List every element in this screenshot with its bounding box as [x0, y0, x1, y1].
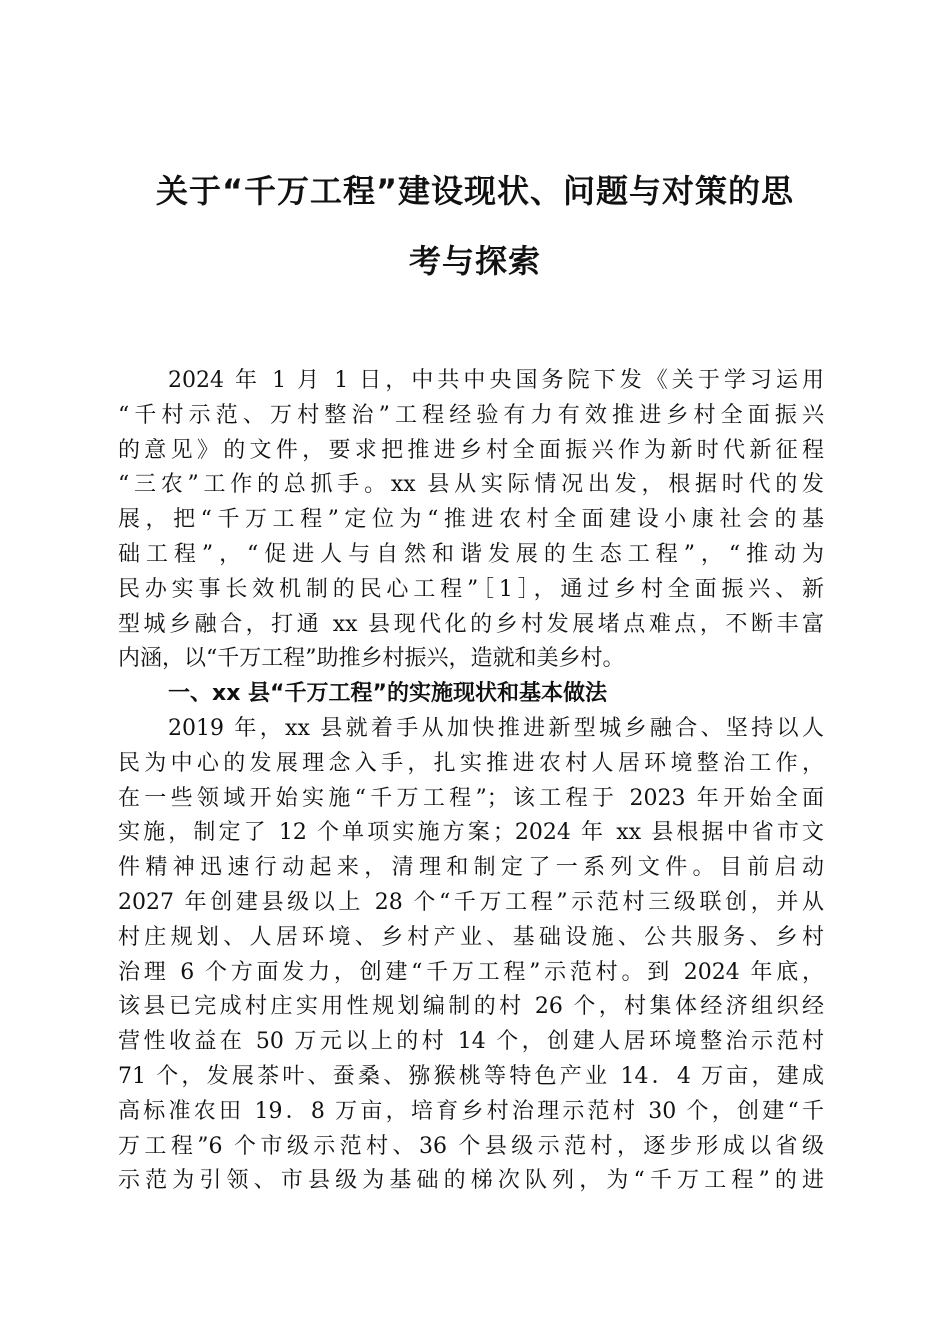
text-line: 实施，制定了 12 个单项实施方案；2024 年 xx 县根据中省市文 [118, 820, 824, 846]
text-line: 民办实事长效机制的民心工程”［1］，通过乡村全面振兴、新 [118, 576, 824, 602]
paragraph-intro [118, 364, 824, 677]
text-line: 2024 年 1 月 1 日，中共中央国务院下发《关于学习运用 [168, 368, 824, 393]
document-body [118, 364, 824, 1199]
text-line: “三农”工作的总抓手。xx 县从实际情况出发，根据时代的发 [118, 472, 824, 498]
text-line: 示范为引领、市县级为基础的梯次队列，为“千万工程”的进 [118, 1168, 824, 1194]
text-line: 2019 年，xx 县就着手从加快推进新型城乡融合、坚持以人 [168, 715, 824, 741]
text-line: 础工程”，“促进人与自然和谐发展的生态工程”，“推动为 [118, 541, 824, 567]
text-line: “千村示范、万村整治”工程经验有力有效推进乡村全面振兴 [118, 402, 824, 428]
text-line: 71 个，发展茶叶、蚕桑、猕猴桃等特色产业 14．4 万亩，建成 [118, 1063, 824, 1089]
text-line: 村庄规划、人居环境、乡村产业、基础设施、公共服务、乡村 [118, 924, 824, 950]
section-heading: 一、xx 县“千万工程”的实施现状和基本做法 [168, 681, 607, 707]
text-line: 内涵，以“千万工程”助推乡村振兴，造就和美乡村。 [118, 646, 625, 672]
document-title-line-1: 关于“千万工程”建设现状、问题与对策的思 [155, 172, 795, 210]
text-line: 该县已完成村庄实用性规划编制的村 26 个，村集体经济组织经 [118, 994, 824, 1020]
text-line: 民为中心的发展理念入手，扎实推进农村人居环境整治工作， [118, 750, 824, 776]
text-line: 万工程”6 个市级示范村、36 个县级示范村，逐步形成以省级 [118, 1133, 824, 1159]
text-line: 在一些领域开始实施“千万工程”；该工程于 2023 年开始全面 [118, 785, 824, 811]
text-line: 件精神迅速行动起来，清理和制定了一系列文件。目前启动 [118, 855, 824, 881]
paragraph-status [118, 712, 824, 1199]
text-line: 型城乡融合，打通 xx 县现代化的乡村发展堵点难点，不断丰富 [118, 611, 824, 637]
text-line: 2027 年创建县级以上 28 个“千万工程”示范村三级联创，并从 [118, 889, 824, 915]
text-line: 治理 6 个方面发力，创建“千万工程”示范村。到 2024 年底， [118, 959, 824, 985]
text-line: 的意见》的文件，要求把推进乡村全面振兴作为新时代新征程 [118, 437, 824, 463]
document-title-line-2: 考与探索 [408, 242, 541, 280]
text-line: 营性收益在 50 万元以上的村 14 个，创建人居环境整治示范村 [118, 1029, 824, 1055]
text-line: 高标准农田 19．8 万亩，培育乡村治理示范村 30 个，创建“千 [118, 1098, 824, 1124]
text-line: 展，把“千万工程”定位为“推进农村全面建设小康社会的基 [118, 507, 824, 533]
